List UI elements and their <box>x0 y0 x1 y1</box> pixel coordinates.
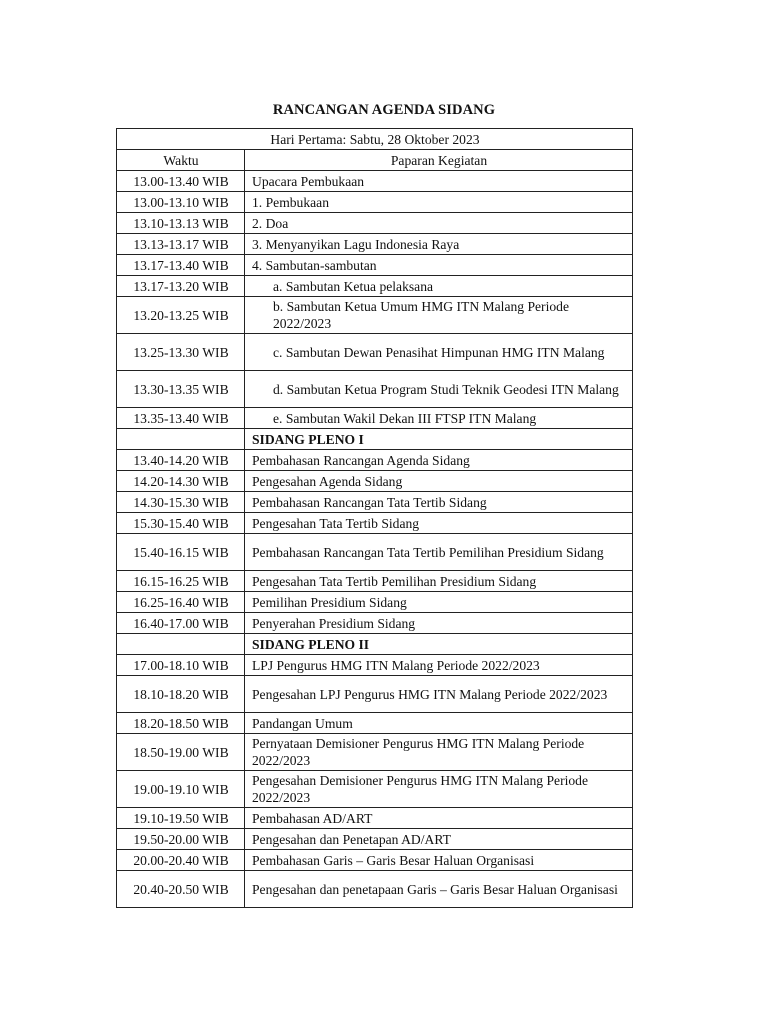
time-cell: 15.30-15.40 WIB <box>117 513 245 534</box>
activity-cell: Pengesahan LPJ Pengurus HMG ITN Malang Periode 2022/2023 <box>245 676 633 713</box>
time-cell: 13.17-13.40 WIB <box>117 255 245 276</box>
activity-cell: LPJ Pengurus HMG ITN Malang Periode 2022/2023 <box>245 655 633 676</box>
time-cell <box>117 634 245 655</box>
time-cell: 20.40-20.50 WIB <box>117 871 245 908</box>
column-header-row <box>117 150 633 171</box>
activity-cell: d. Sambutan Ketua Program Studi Teknik Geodesi ITN Malang <box>245 371 633 408</box>
activity-cell: Pernyataan Demisioner Pengurus HMG ITN Malang Periode 2022/2023 <box>245 734 633 771</box>
table-row <box>117 192 633 213</box>
activity-cell: a. Sambutan Ketua pelaksana <box>245 276 633 297</box>
time-cell: 19.00-19.10 WIB <box>117 771 245 808</box>
section-heading: SIDANG PLENO I <box>245 429 633 450</box>
time-cell: 18.20-18.50 WIB <box>117 713 245 734</box>
activity-cell: 3. Menyanyikan Lagu Indonesia Raya <box>245 234 633 255</box>
activity-cell: Pengesahan Tata Tertib Pemilihan Presidium Sidang <box>245 571 633 592</box>
time-cell: 16.15-16.25 WIB <box>117 571 245 592</box>
time-cell: 18.50-19.00 WIB <box>117 734 245 771</box>
time-cell: 16.25-16.40 WIB <box>117 592 245 613</box>
time-cell: 13.35-13.40 WIB <box>117 408 245 429</box>
column-header-activity: Paparan Kegiatan <box>245 150 633 171</box>
table-row <box>117 234 633 255</box>
column-header-time: Waktu <box>117 150 245 171</box>
day-header: Hari Pertama: Sabtu, 28 Oktober 2023 <box>117 129 633 150</box>
time-cell: 13.20-13.25 WIB <box>117 297 245 334</box>
activity-cell: Pembahasan Rancangan Agenda Sidang <box>245 450 633 471</box>
time-cell: 19.50-20.00 WIB <box>117 829 245 850</box>
section-row <box>117 634 633 655</box>
activity-cell: c. Sambutan Dewan Penasihat Himpunan HMG ITN Malang <box>245 334 633 371</box>
table-row <box>117 829 633 850</box>
table-row <box>117 255 633 276</box>
section-row <box>117 429 633 450</box>
time-cell: 16.40-17.00 WIB <box>117 613 245 634</box>
time-cell: 13.13-13.17 WIB <box>117 234 245 255</box>
table-row <box>117 713 633 734</box>
activity-cell: Upacara Pembukaan <box>245 171 633 192</box>
time-cell: 13.00-13.10 WIB <box>117 192 245 213</box>
table-row <box>117 850 633 871</box>
time-cell: 17.00-18.10 WIB <box>117 655 245 676</box>
table-row <box>117 871 633 908</box>
activity-cell: 4. Sambutan-sambutan <box>245 255 633 276</box>
time-cell: 13.10-13.13 WIB <box>117 213 245 234</box>
time-cell: 13.30-13.35 WIB <box>117 371 245 408</box>
table-row <box>117 408 633 429</box>
document-title: RANCANGAN AGENDA SIDANG <box>272 102 496 118</box>
table-row <box>117 808 633 829</box>
time-cell: 20.00-20.40 WIB <box>117 850 245 871</box>
time-cell: 14.20-14.30 WIB <box>117 471 245 492</box>
table-row <box>117 471 633 492</box>
activity-cell: Pengesahan dan Penetapan AD/ART <box>245 829 633 850</box>
activity-cell: e. Sambutan Wakil Dekan III FTSP ITN Malang <box>245 408 633 429</box>
activity-cell: Pengesahan Tata Tertib Sidang <box>245 513 633 534</box>
activity-cell: Penyerahan Presidium Sidang <box>245 613 633 634</box>
table-row <box>117 450 633 471</box>
activity-cell: b. Sambutan Ketua Umum HMG ITN Malang Periode 2022/2023 <box>245 297 633 334</box>
time-cell: 13.40-14.20 WIB <box>117 450 245 471</box>
table-row <box>117 592 633 613</box>
day-header-row <box>117 129 633 150</box>
time-cell: 19.10-19.50 WIB <box>117 808 245 829</box>
table-row <box>117 734 633 771</box>
table-row <box>117 613 633 634</box>
activity-cell: Pengesahan Demisioner Pengurus HMG ITN Malang Periode 2022/2023 <box>245 771 633 808</box>
table-row <box>117 334 633 371</box>
time-cell: 15.40-16.15 WIB <box>117 534 245 571</box>
table-row <box>117 771 633 808</box>
activity-cell: 2. Doa <box>245 213 633 234</box>
section-heading: SIDANG PLENO II <box>245 634 633 655</box>
time-cell: 13.25-13.30 WIB <box>117 334 245 371</box>
activity-cell: Pembahasan Garis – Garis Besar Haluan Organisasi <box>245 850 633 871</box>
activity-cell: Pembahasan Rancangan Tata Tertib Pemilihan Presidium Sidang <box>245 534 633 571</box>
time-cell <box>117 429 245 450</box>
table-row <box>117 676 633 713</box>
activity-cell: Pengesahan dan penetapaan Garis – Garis Besar Haluan Organisasi <box>245 871 633 908</box>
table-row <box>117 492 633 513</box>
time-cell: 18.10-18.20 WIB <box>117 676 245 713</box>
time-cell: 13.00-13.40 WIB <box>117 171 245 192</box>
activity-cell: Pengesahan Agenda Sidang <box>245 471 633 492</box>
agenda-table <box>116 128 633 908</box>
table-row <box>117 655 633 676</box>
activity-cell: Pembahasan Rancangan Tata Tertib Sidang <box>245 492 633 513</box>
table-row <box>117 171 633 192</box>
activity-cell: 1. Pembukaan <box>245 192 633 213</box>
table-row <box>117 534 633 571</box>
activity-cell: Pemilihan Presidium Sidang <box>245 592 633 613</box>
time-cell: 14.30-15.30 WIB <box>117 492 245 513</box>
activity-cell: Pandangan Umum <box>245 713 633 734</box>
table-row <box>117 371 633 408</box>
table-row <box>117 513 633 534</box>
time-cell: 13.17-13.20 WIB <box>117 276 245 297</box>
table-row <box>117 276 633 297</box>
table-row <box>117 571 633 592</box>
activity-cell: Pembahasan AD/ART <box>245 808 633 829</box>
table-row <box>117 213 633 234</box>
table-row <box>117 297 633 334</box>
